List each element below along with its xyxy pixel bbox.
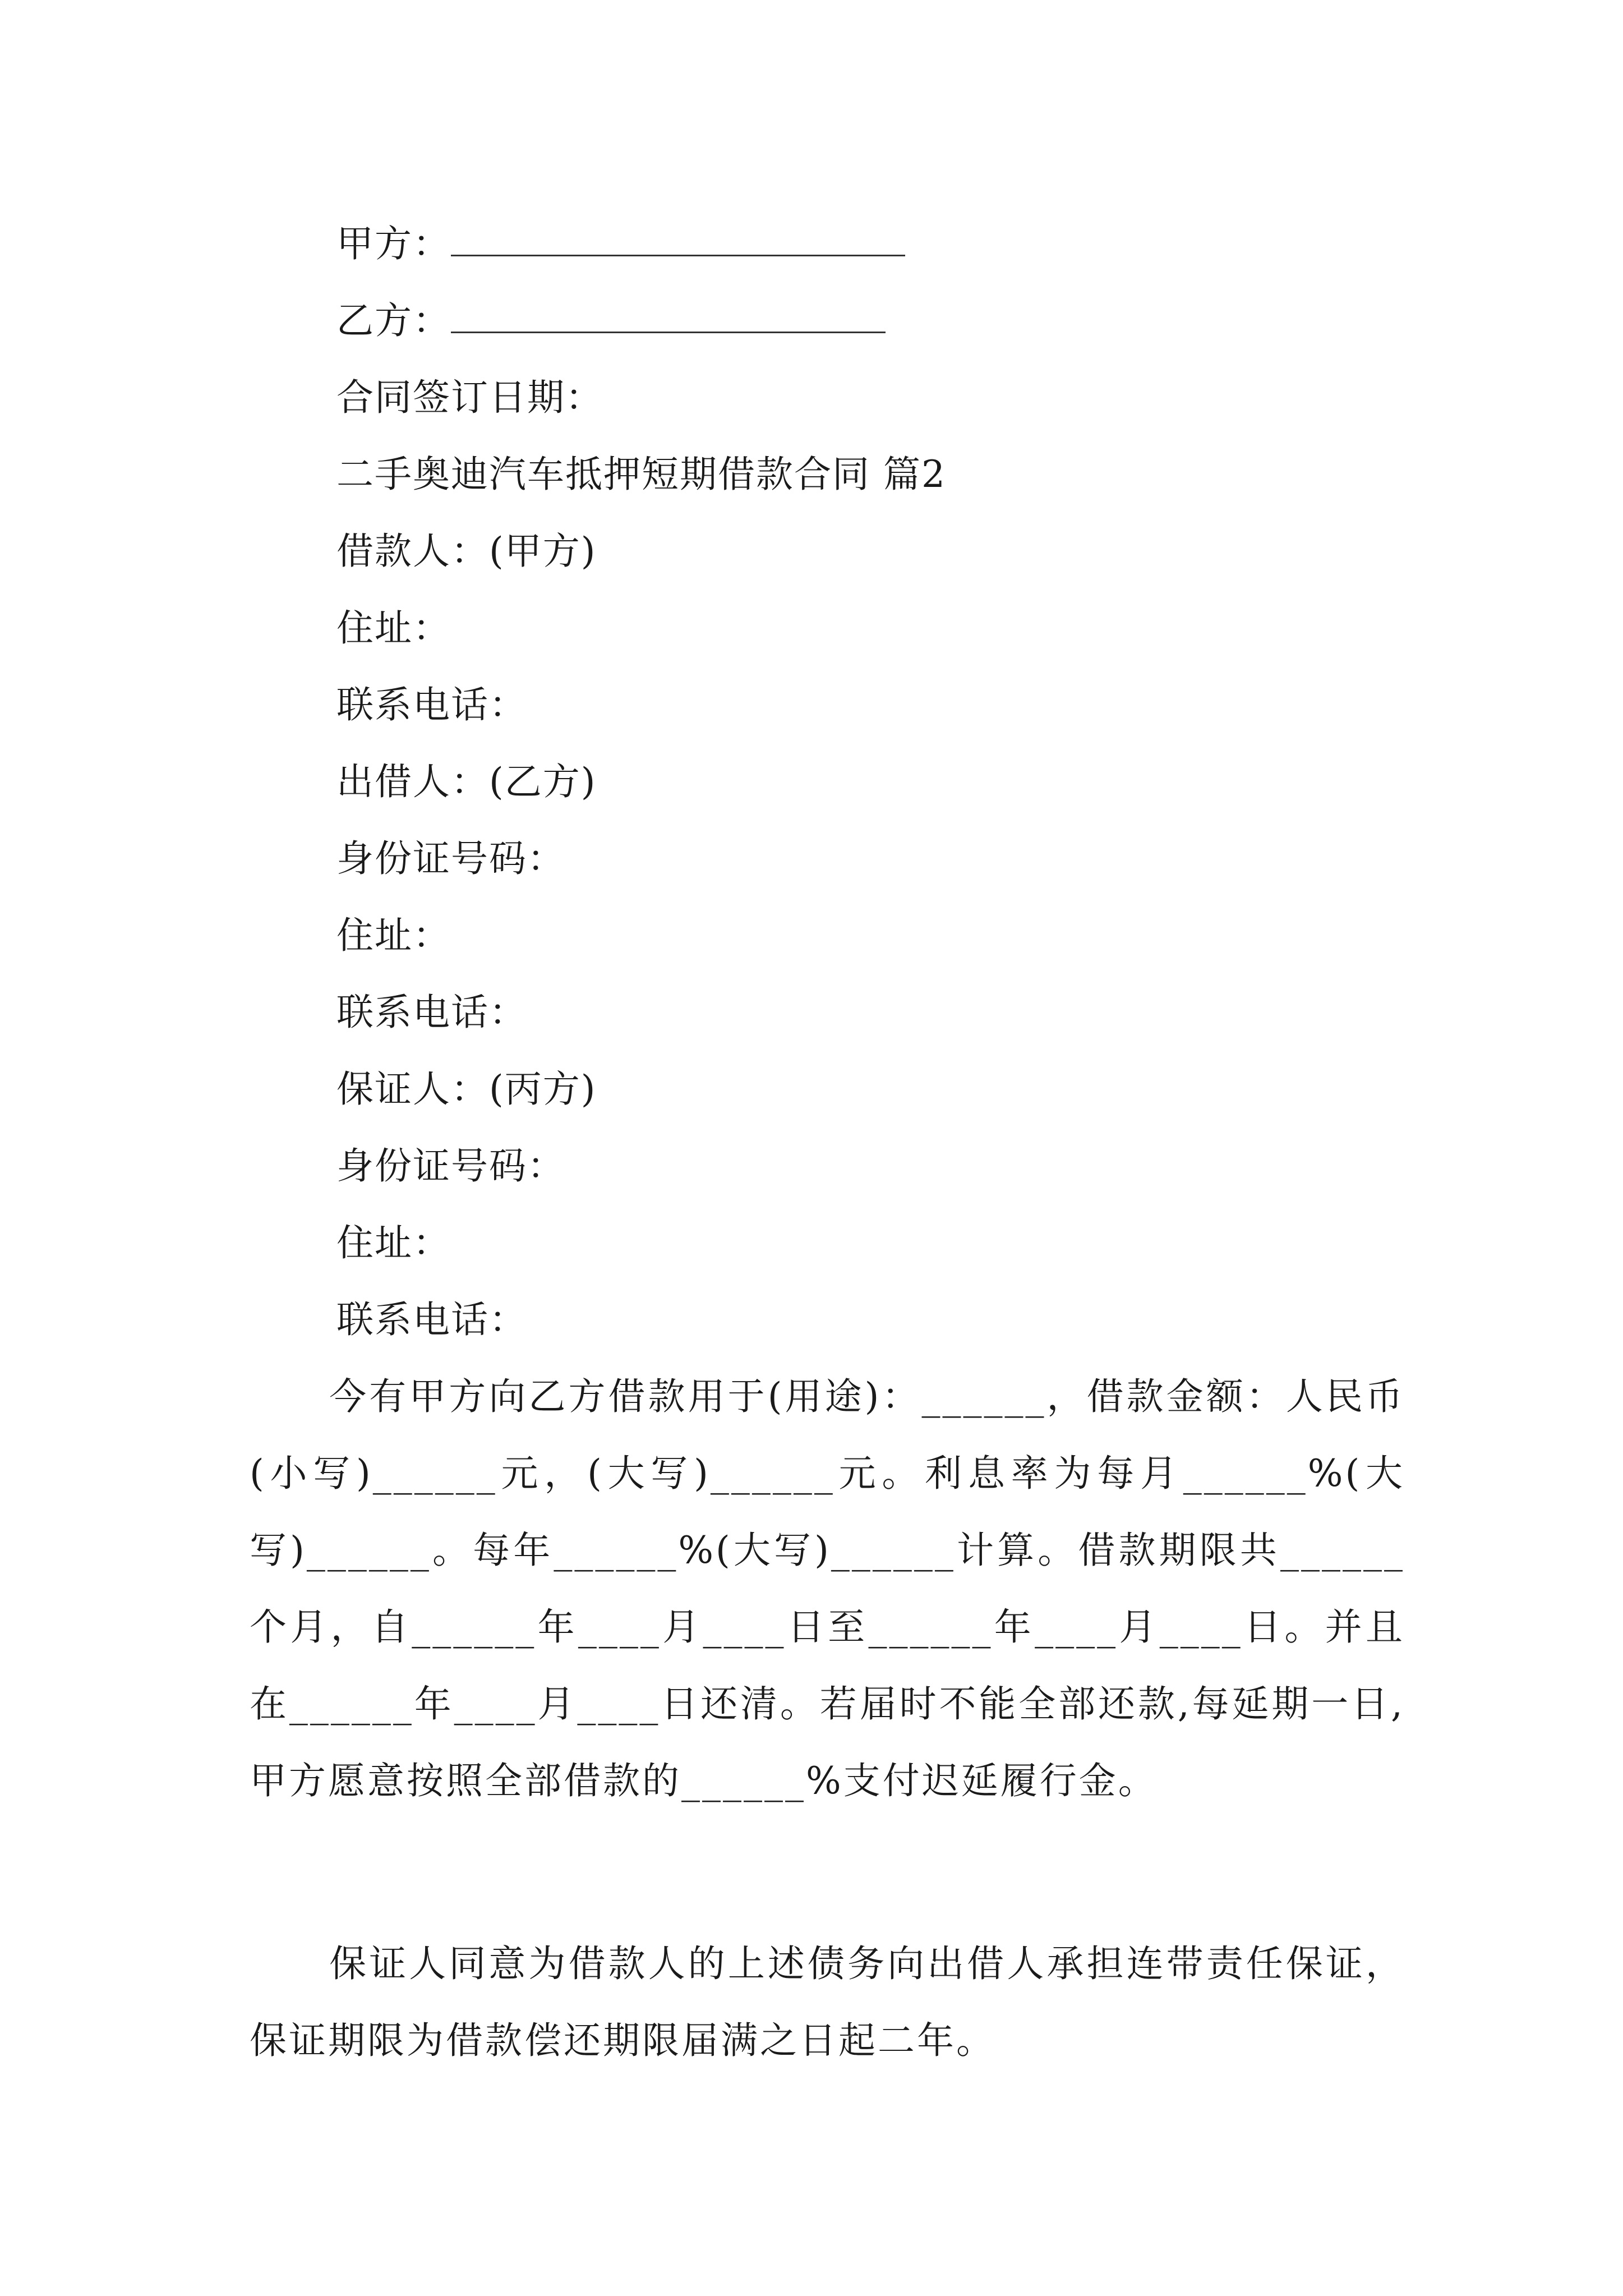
guarantor-id: 身份证号码：: [336, 1144, 565, 1188]
party-b-blank: [451, 298, 886, 333]
party-b-line: [336, 296, 886, 346]
guarantor-address: 住址：: [336, 1221, 451, 1264]
party-a-line: [336, 219, 905, 269]
borrower-label: 借款人：(甲方): [336, 530, 597, 573]
lender-id: 身份证号码：: [336, 837, 565, 880]
borrower-address: 住址：: [336, 606, 451, 650]
guarantee-text: 保证人同意为借款人的上述债务向出借人承担连带责任保证，保证期限为借款偿还期限届满之日起二年。: [250, 1942, 1405, 2062]
section-title: 二手奥迪汽车抵押短期借款合同 篇2: [336, 453, 946, 496]
guarantor-label: 保证人：(丙方): [336, 1068, 597, 1111]
party-a-blank: [451, 221, 905, 256]
lender-address: 住址：: [336, 914, 451, 957]
party-b-label: 乙方：: [336, 299, 451, 342]
party-a-label: 甲方：: [336, 222, 451, 265]
guarantor-phone: 联系电话：: [336, 1298, 527, 1341]
borrower-phone: 联系电话：: [336, 683, 527, 726]
loan-terms-text: 今有甲方向乙方借款用于(用途)：______，借款金额：人民币(小写)______元，(大写)______元。利息率为每月______%(大写)______。每年______%(大写)______计算。借款期限共______个月，自______年____月____日至______年____月____日。并且在______年____月____日还清。若届时不能全部还款,每延期一日,甲方愿意按照全部借款的______%支付迟延履行金。: [250, 1375, 1405, 1802]
loan-terms-paragraph: [250, 1358, 1405, 1819]
guarantee-paragraph: [250, 1925, 1405, 2079]
lender-label: 出借人：(乙方): [336, 760, 597, 803]
lender-phone: 联系电话：: [336, 991, 527, 1034]
sign-date-label: 合同签订日期：: [336, 376, 603, 419]
